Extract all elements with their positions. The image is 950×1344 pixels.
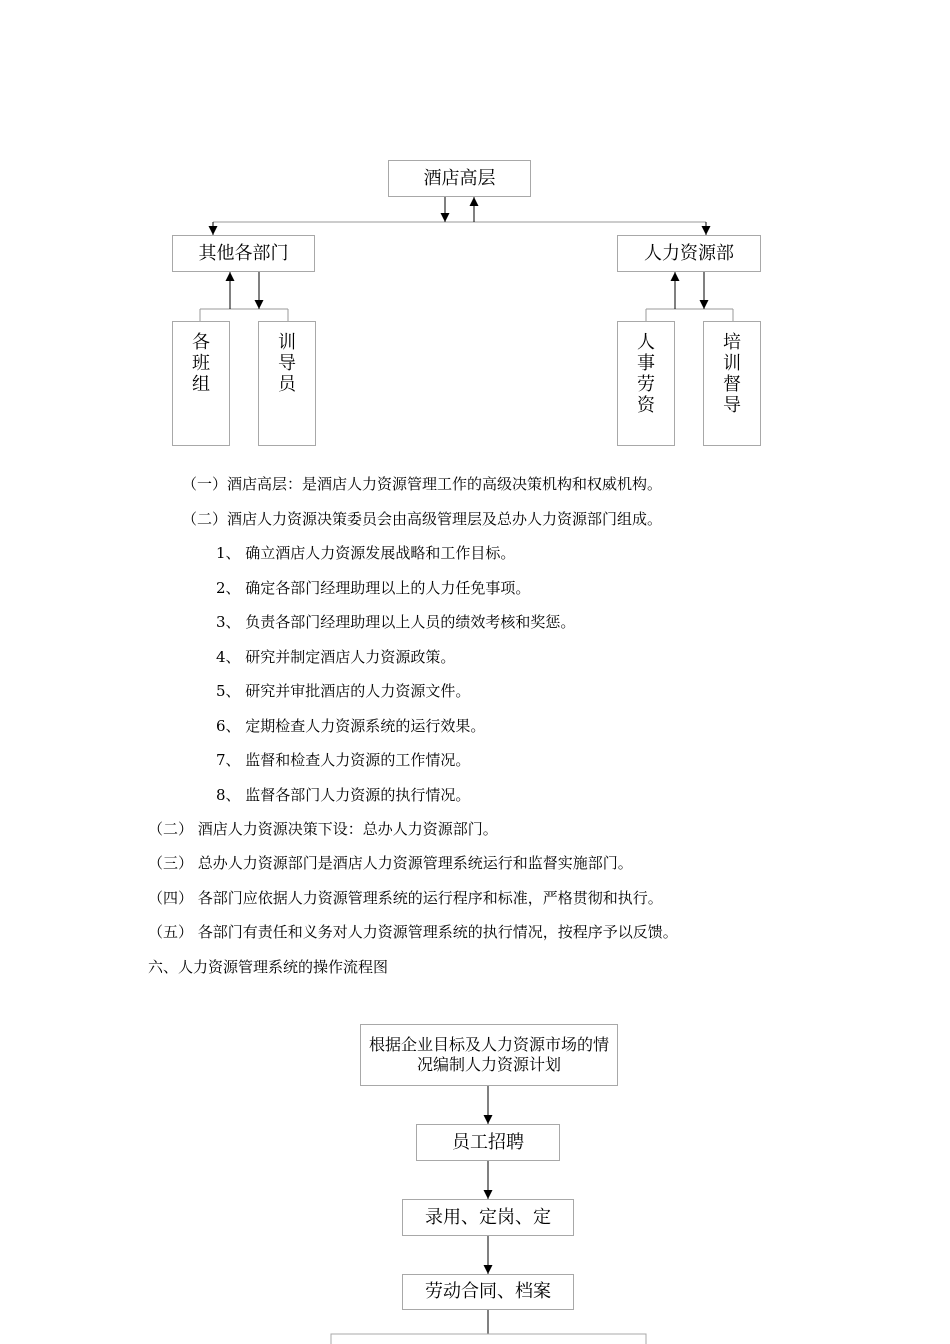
list-item: 3、 负责各部门经理助理以上人员的绩效考核和奖惩。 (216, 613, 576, 631)
org-top-label: 酒店高层 (423, 167, 496, 189)
list-item: 8、 监督各部门人力资源的执行情况。 (216, 786, 471, 804)
flow-step-plan (360, 1024, 618, 1086)
list-item: 5、 研究并审批酒店的人力资源文件。 (216, 682, 471, 700)
paragraph-q5: （五） 各部门有责任和义务对人力资源管理系统的执行情况，按程序予以反馈。 (148, 923, 678, 941)
flow-step-label: 录用、定岗、定 (425, 1206, 551, 1228)
paragraph-q4: （四） 各部门应依据人力资源管理系统的运行程序和标准，严格贯彻和执行。 (148, 889, 663, 907)
paragraph-1: （一）酒店高层：是酒店人力资源管理工作的高级决策机构和权威机构。 (182, 475, 663, 493)
org-right-dept-box (617, 235, 761, 272)
list-item: 1、 确立酒店人力资源发展战略和工作目标。 (216, 544, 516, 562)
org-right-dept-label: 人力资源部 (644, 242, 734, 264)
paragraph-q3: （三） 总办人力资源部门是酒店人力资源管理系统运行和监督实施部门。 (148, 854, 633, 872)
flow-step-contract (402, 1274, 574, 1310)
flow-step-recruit (416, 1124, 560, 1161)
paragraph-q2: （二） 酒店人力资源决策下设：总办人力资源部门。 (148, 820, 498, 838)
org-child-teams (172, 321, 230, 446)
flow-step-label: 劳动合同、档案 (425, 1281, 551, 1302)
org-top-box (388, 160, 531, 197)
flow-step-label: 根据企业目标及人力资源市场的情况编制人力资源计划 (368, 1035, 609, 1074)
section-heading: 六、人力资源管理系统的操作流程图 (148, 958, 389, 976)
org-child-label: 培 训 督 导 (723, 332, 741, 416)
org-child-label: 训 导 员 (278, 332, 296, 395)
org-left-dept-label: 其他各部门 (198, 242, 289, 264)
list-item: 6、 定期检查人力资源系统的运行效果。 (216, 717, 486, 735)
org-child-personnel (617, 321, 675, 446)
org-left-dept-box (172, 235, 315, 272)
list-item: 7、 监督和检查人力资源的工作情况。 (216, 751, 471, 769)
list-item: 4、 研究并制定酒店人力资源政策。 (216, 648, 456, 666)
org-child-label: 人 事 劳 资 (637, 332, 655, 416)
org-child-label: 各 班 组 (192, 332, 210, 395)
flow-step-hire (402, 1199, 574, 1236)
org-child-training (703, 321, 761, 446)
flow-step-label: 员工招聘 (452, 1131, 524, 1153)
paragraph-2: （二）酒店人力资源决策委员会由高级管理层及总办人力资源部门组成。 (182, 510, 663, 528)
list-item: 2、 确定各部门经理助理以上的人力任免事项。 (216, 579, 531, 597)
org-child-trainer (258, 321, 316, 446)
